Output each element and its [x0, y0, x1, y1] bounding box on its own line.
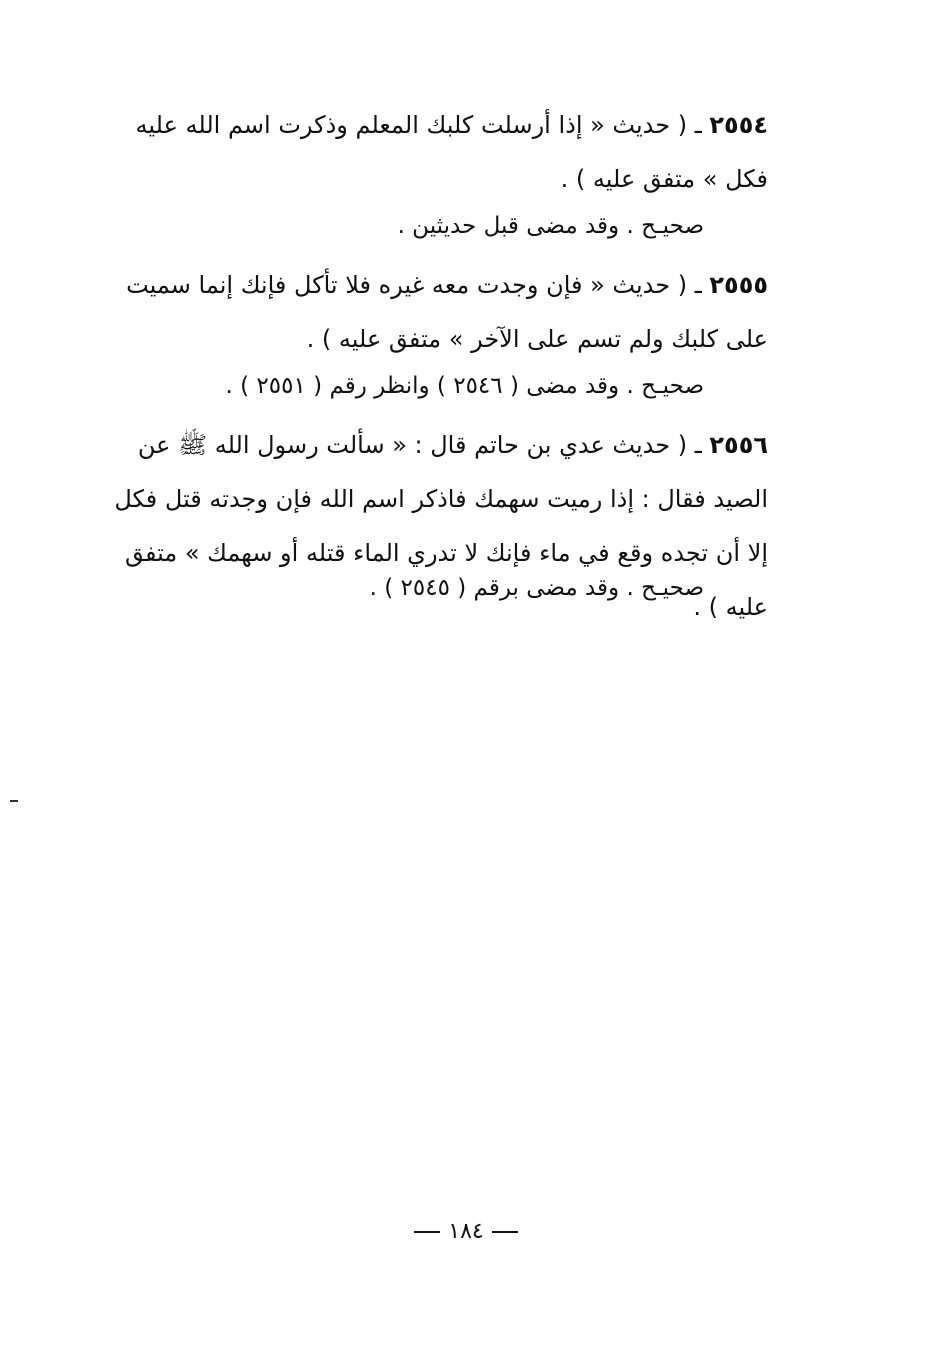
hadith-grade-2555: صحيـح . وقد مضى ( ٢٥٤٦ ) وانظر رقم ( ٢٥٥١ ) . — [225, 373, 704, 399]
hadith-number: ٢٥٥٤ — [709, 111, 768, 139]
hadith-entry-2554 — [88, 98, 768, 206]
dash-right — [414, 1231, 440, 1233]
hadith-text: ـ ( حديث « فإن وجدت معه غيره فلا تأكل فإنك إنما سميت على كلبك ولم تسم على الآخر » متفق عليه ) . — [126, 271, 768, 353]
hadith-text: ـ ( حديث عدي بن حاتم قال : « سألت رسول الله ﷺ عن الصيد فقال : إذا رميت سهمك فاذكر اسم الله فإن وجدته قتل فكل إلا أن تجده وقع في ماء فإنك لا تدري الماء قتله أو سهمك » متفق عليه ) . — [114, 431, 768, 621]
hadith-number: ٢٥٥٥ — [709, 271, 768, 299]
scan-edge-mark — [10, 800, 18, 802]
hadith-grade-2556: صحيـح . وقد مضى برقم ( ٢٥٤٥ ) . — [369, 575, 704, 601]
hadith-text: ـ ( حديث « إذا أرسلت كلبك المعلم وذكرت اسم الله عليه فكل » متفق عليه ) . — [135, 111, 768, 193]
dash-left — [492, 1231, 518, 1233]
page-number — [0, 1215, 932, 1249]
hadith-number: ٢٥٥٦ — [709, 431, 768, 459]
hadith-grade-2554: صحيـح . وقد مضى قبل حديثين . — [397, 213, 704, 239]
hadith-entry-2555 — [88, 258, 768, 366]
page-number-text: ١٨٤ — [448, 1219, 484, 1244]
